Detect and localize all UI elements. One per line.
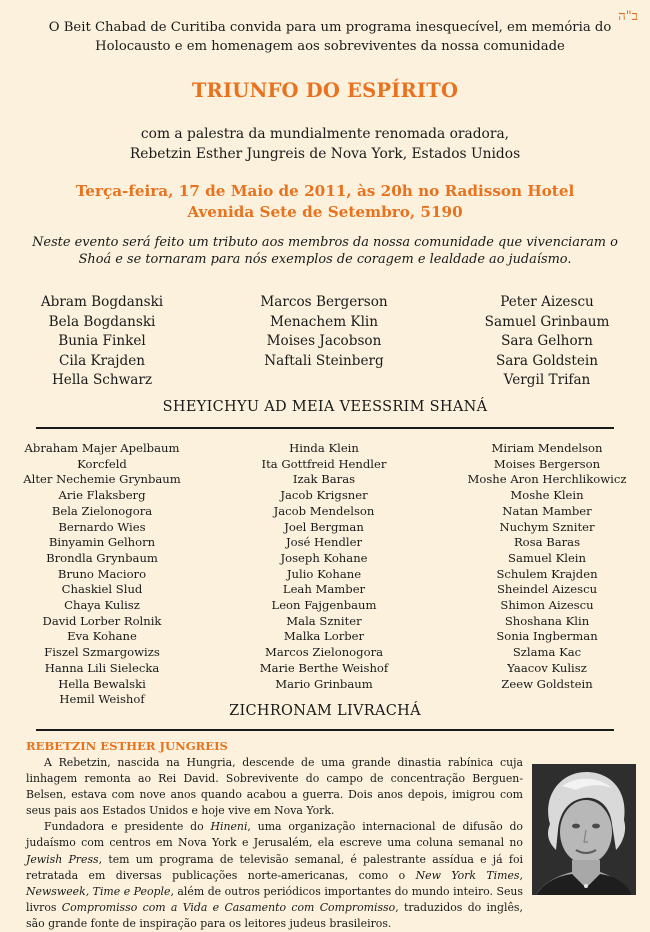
name-entry: Bela Bogdanski	[48, 313, 156, 330]
tribute-text: Neste evento será feito um tributo aos membros da nossa comunidade que vivenciaram o Shoá e se tornaram para nós exemplos de coragem e lealdade ao judaísmo.	[32, 235, 618, 267]
honorees-list	[0, 293, 650, 391]
event-address: Avenida Sete de Setembro, 5190	[187, 203, 463, 221]
bio-title: REBETZIN ESTHER JUNGREIS	[26, 739, 228, 753]
bio-p2-text-a: Fundadora e presidente do	[44, 820, 211, 834]
name-entry: Yaacov Kulisz	[507, 660, 587, 675]
name-entry: Ita Gottfreid Hendler	[261, 456, 387, 471]
name-entry: Sheindel Aizescu	[496, 582, 598, 597]
bio-paragraph-1: A Rebetzin, nascida na Hungria, descende de uma grande dinastia rabínica cuja linhagem remonta ao Rei David. Sobrevivente do campo de concentração Berguen-Belsen, estava com nove anos quando acabou a guerra. Dois anos depois, imigrou com seus pais aos Estados Unidos e hoje vive em Nova York.	[26, 756, 523, 818]
name-entry: Izak Baras	[292, 472, 356, 487]
name-entry: Samuel Klein	[508, 550, 586, 565]
bio-p2-jewish-press: Jewish Press	[26, 852, 99, 866]
bio-text	[26, 755, 523, 932]
blessing-living-heading: SHEYICHYU AD MEIA VEESSRIM SHANÁ	[162, 399, 488, 415]
name-entry: Mala Szniter	[286, 613, 362, 628]
name-entry: Cila Krajden	[59, 352, 145, 369]
name-entry: Shimon Aizescu	[500, 598, 594, 613]
name-entry: Szlama Kac	[512, 645, 582, 660]
honorees-col-2	[204, 293, 444, 391]
blessing-memory-heading: ZICHRONAM LIVRACHÁ	[229, 703, 421, 719]
name-entry: Rosa Baras	[513, 535, 581, 550]
speaker-line	[0, 124, 650, 164]
name-entry: Sara Goldstein	[495, 352, 599, 369]
memorial-list	[0, 441, 650, 708]
name-entry: José Hendler	[285, 535, 363, 550]
bio-p2-text-b: , uma organização internacional de difusão do judaísmo com centros em Nova York e Jerusalém, ela escreve uma coluna semanal no	[26, 820, 523, 850]
name-entry: Hella Bewalski	[58, 676, 146, 691]
divider-2	[36, 729, 614, 731]
memorial-col-1	[0, 441, 204, 708]
name-entry: Hinda Klein	[289, 441, 359, 455]
bio-p2-text-e: , traduzidos do inglês, são grande fonte de inspiração para os leitores judeus brasileiros.	[26, 900, 523, 930]
speaker-photo	[532, 764, 636, 895]
name-entry: Marcos Zielonogora	[264, 645, 384, 660]
name-entry: Alter Nechemie Grynbaum	[23, 472, 181, 487]
name-entry: Natan Mamber	[502, 503, 592, 518]
name-entry: Joel Bergman	[284, 519, 364, 534]
intro-text: O Beit Chabad de Curitiba convida para um programa inesquecível, em memória do Holocausto e em homenagem aos sobreviventes da nossa comunidade	[48, 20, 612, 54]
name-entry: Binyamin Gelhorn	[48, 535, 156, 550]
name-entry: Malka Lorber	[283, 629, 365, 644]
portrait-illustration	[532, 764, 636, 895]
name-entry: Brondla Grynbaum	[46, 550, 158, 565]
name-entry: Samuel Grinbaum	[484, 313, 610, 330]
bsd-mark: ב"ה	[618, 9, 638, 24]
name-entry: Chaya Kulisz	[64, 598, 140, 613]
name-entry: Fiszel Szmargowizs	[44, 645, 160, 660]
memorial-col-3	[444, 441, 650, 708]
event-date: Terça-feira, 17 de Maio de 2011, às 20h no Radisson Hotel	[75, 182, 575, 200]
name-entry: Moshe Klein	[510, 488, 584, 503]
bio-p2-publications: New York Times, Newsweek, Time e People	[26, 868, 523, 898]
name-entry: Marie Berthe Weishof	[259, 660, 389, 675]
name-entry: Miriam Mendelson	[491, 441, 603, 455]
name-entry: Arie Flaksberg	[58, 488, 146, 503]
name-entry: Zeew Goldstein	[501, 676, 593, 691]
name-entry: David Lorber Rolnik	[42, 613, 162, 628]
name-entry: Chaskiel Slud	[61, 582, 143, 597]
speaker-line-2: Rebetzin Esther Jungreis de Nova York, Estados Unidos	[129, 146, 521, 162]
event-title: TRIUNFO DO ESPÍRITO	[191, 79, 459, 102]
name-entry: Hanna Lili Sielecka	[44, 660, 160, 675]
name-entry: Bunia Finkel	[58, 333, 146, 349]
name-entry: Shoshana Klin	[504, 613, 590, 628]
name-entry: Marcos Bergerson	[260, 294, 388, 310]
name-entry: Vergil Trifan	[503, 372, 591, 388]
name-entry: Schulem Krajden	[496, 566, 598, 581]
event-date-location	[0, 181, 650, 223]
bio-p2-hineni: Hineni	[210, 820, 248, 834]
name-entry: Jacob Krigsner	[280, 488, 368, 503]
name-entry: Jacob Mendelson	[273, 503, 375, 518]
name-entry: Menachem Klin	[269, 313, 379, 330]
name-entry: Peter Aizescu	[500, 294, 594, 310]
name-entry: Moshe Aron Herchlikowicz	[467, 472, 627, 487]
name-entry: Moises Bergerson	[493, 456, 601, 471]
speaker-line-1: com a palestra da mundialmente renomada oradora,	[140, 126, 510, 142]
bio-p2-books: Compromisso com a Vida e Casamento com Compromisso	[61, 900, 396, 914]
name-entry: Bruno Macioro	[57, 566, 147, 581]
name-entry: Sonia Ingberman	[496, 629, 598, 644]
honorees-col-3	[444, 293, 650, 391]
divider-1	[36, 427, 614, 429]
name-entry: Nuchym Szniter	[499, 519, 595, 534]
name-entry: Bernardo Wies	[58, 519, 146, 534]
memorial-col-2	[204, 441, 444, 708]
bio-p2-text-c: , tem um programa de televisão semanal, é palestrante assídua e já foi retratada em diversas publicações norte-americanas, como o	[26, 852, 523, 882]
name-entry: Bela Zielonogora	[51, 503, 153, 518]
name-entry: Hemil Weishof	[59, 692, 145, 707]
name-entry: Abram Bogdanski	[40, 294, 164, 310]
name-entry: Moises Jacobson	[266, 333, 382, 349]
name-entry: Joseph Kohane	[280, 550, 368, 565]
name-entry: Julio Kohane	[286, 566, 362, 581]
name-entry: Hella Schwarz	[51, 372, 153, 388]
name-entry: Eva Kohane	[67, 629, 137, 644]
name-entry: Sara Gelhorn	[501, 333, 593, 349]
bio-p2-text-d: , além de outros periódicos importantes do mundo inteiro. Seus livros	[26, 884, 524, 914]
name-entry: Naftali Steinberg	[264, 352, 384, 369]
bio-paragraph-2	[26, 819, 523, 932]
name-entry: Leah Mamber	[282, 582, 366, 597]
name-entry: Leon Fajgenbaum	[271, 598, 377, 613]
name-entry: Abraham Majer Apelbaum Korcfeld	[24, 441, 180, 471]
name-entry: Mario Grinbaum	[275, 676, 373, 691]
honorees-col-1	[0, 293, 204, 391]
